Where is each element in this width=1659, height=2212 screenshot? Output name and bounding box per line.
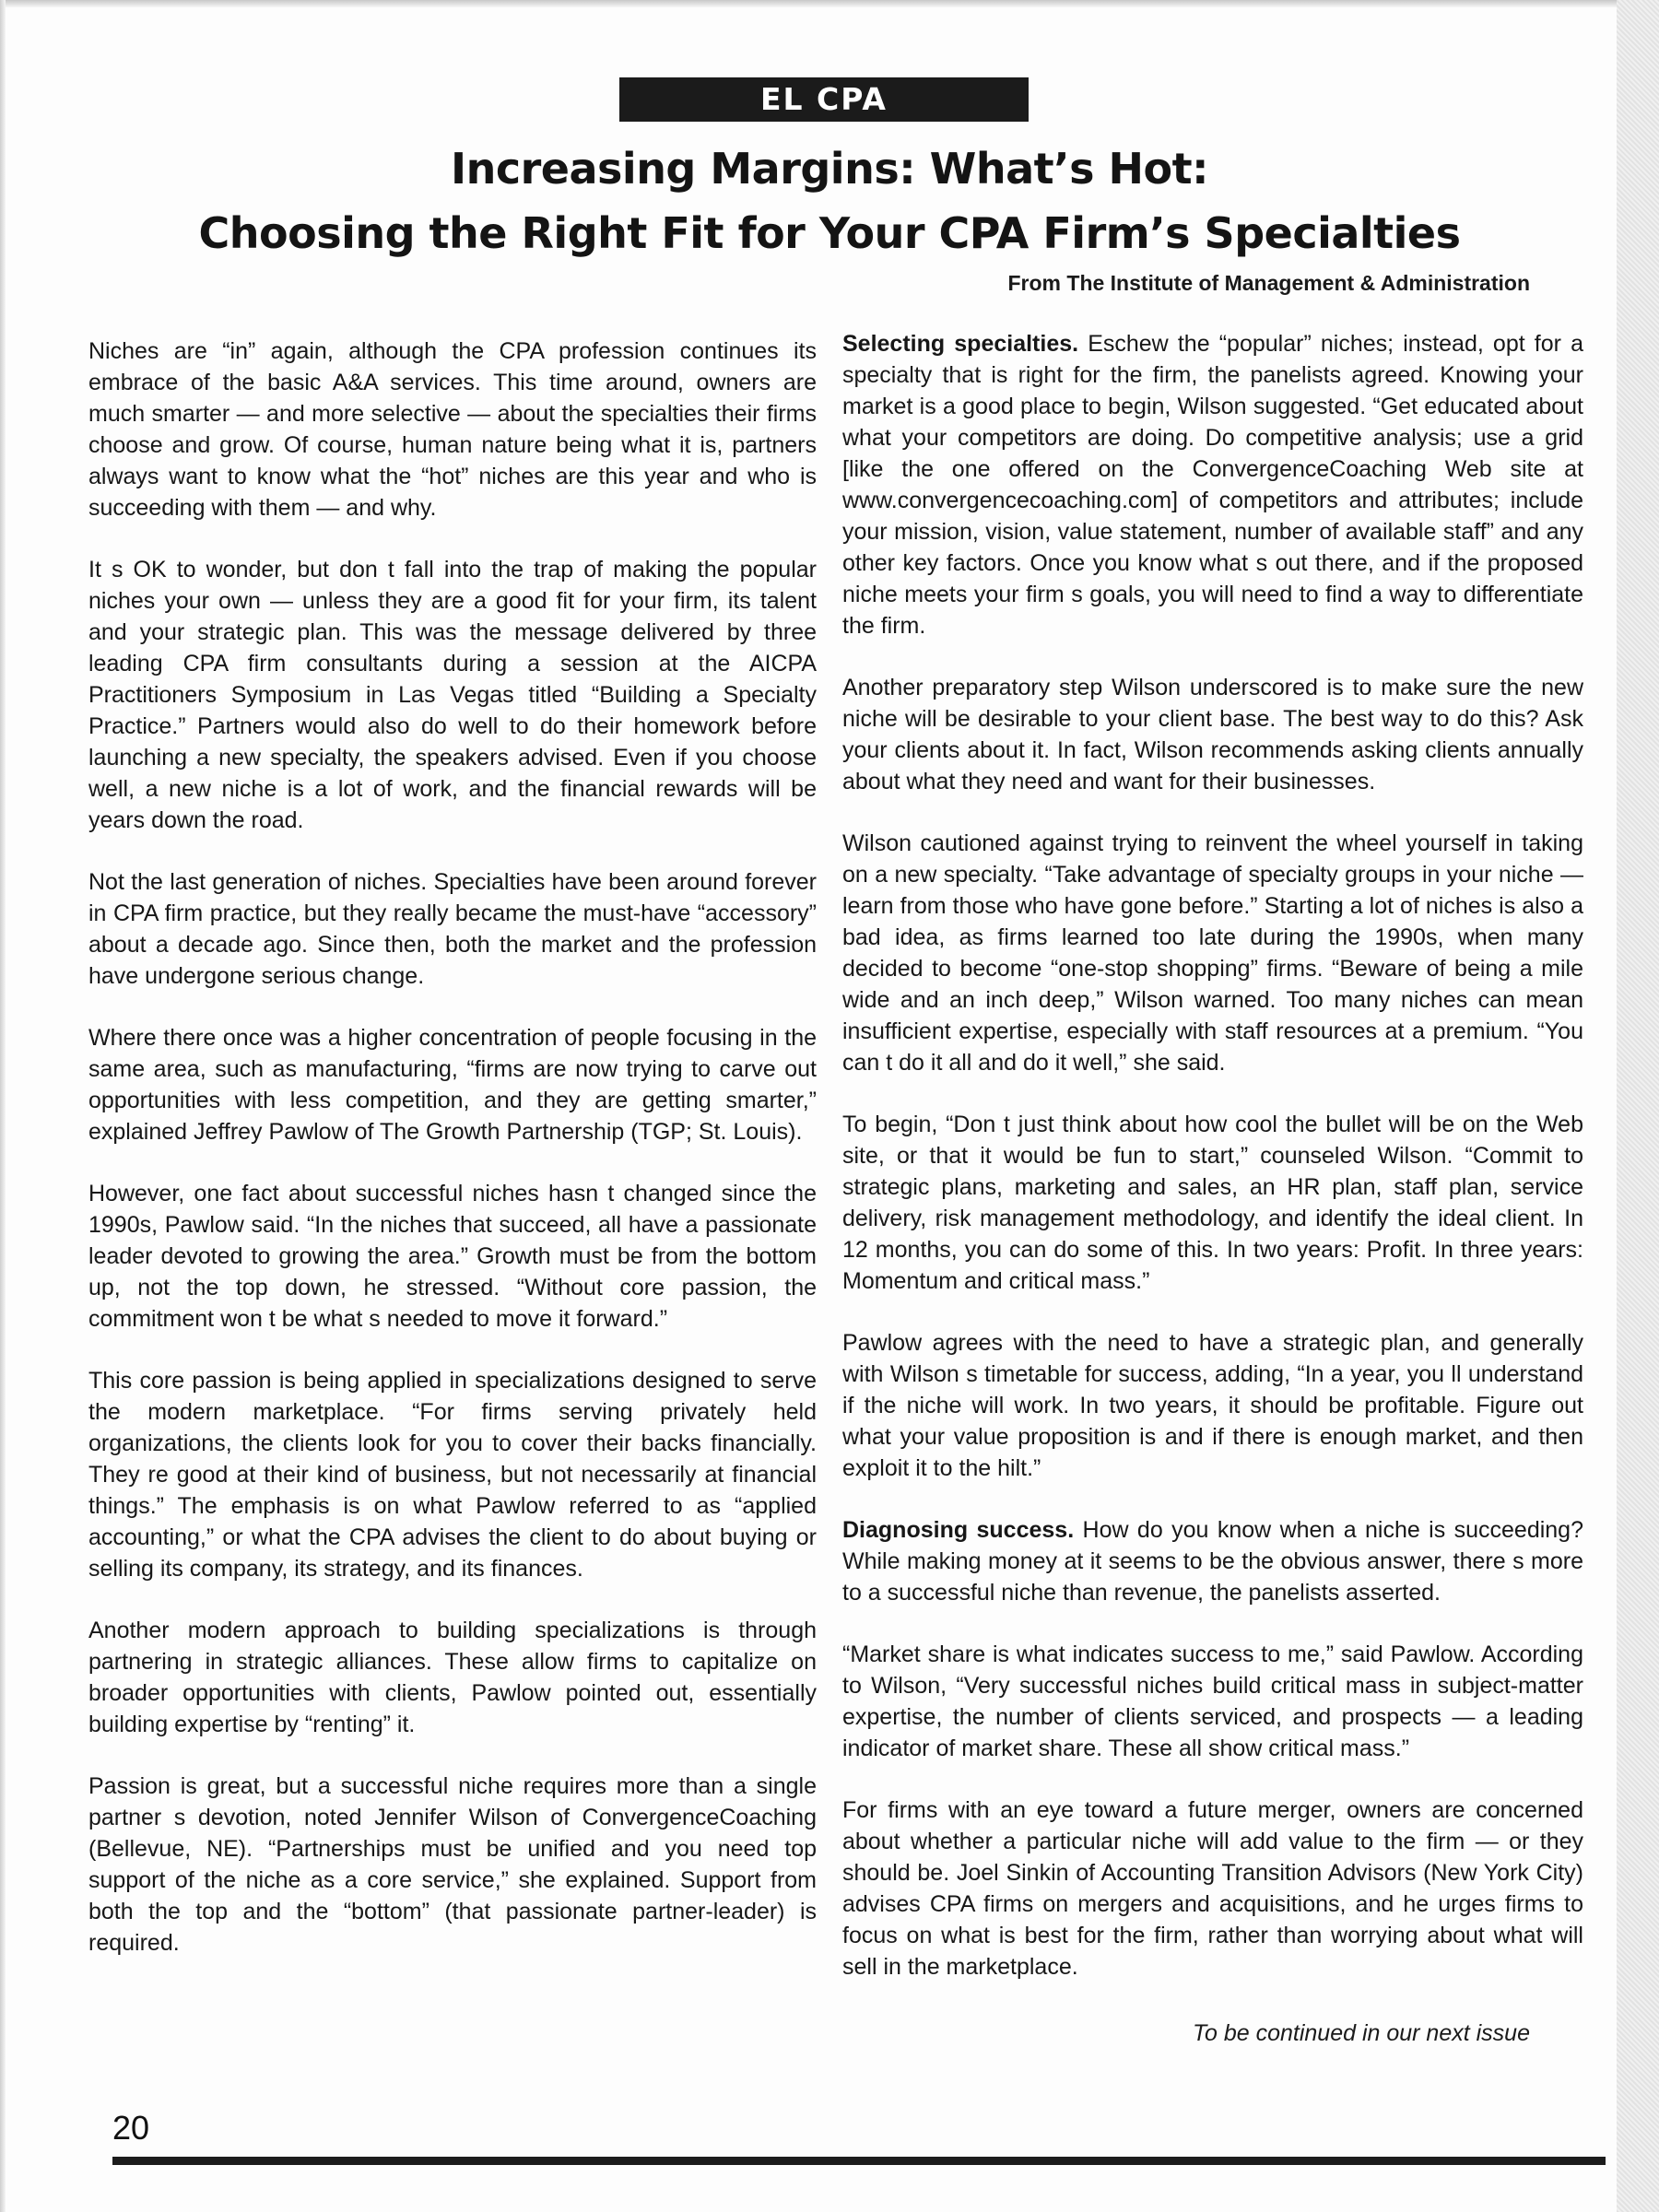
subhead-selecting-specialties: Selecting specialties. [842,331,1079,357]
paragraph: “Market share is what indicates success to me,” said Pawlow. According to Wilson, “Very successful niches build critical mass in subject-matter expertise, the number of clients serviced, and prospects — a leading indicator of market share. These all show critical mass.” [842,1641,1583,1761]
paragraph: Where there once was a higher concentration of people focusing in the same area, such as manufacturing, “firms are now trying to carve out opportunities with less competition, and they are getting smarter,” explained Jeffrey Pawlow of The Growth Partnership (TGP; St. Louis). [88,1025,817,1145]
paragraph [842,328,1583,641]
paragraph: However, one fact about successful niches hasn t changed since the 1990s, Pawlow said. “In the niches that succeed, all have a passionate leader devoted to growing the area.” Growth must be from the bottom up, not the top down, he stressed. “Without core passion, the commitment won t be what s needed to move it forward.” [88,1181,817,1332]
left-column [88,335,817,1959]
paragraph-text: Eschew the “popular” niches; instead, opt for a specialty that is right for the firm, the panelists agreed. Knowing your market is a good place to begin, Wilson suggested. “Get educated about what your competitors are doing. Do competitive analysis; use a grid [like the one offered on the ConvergenceCoaching Web site at www.convergencecoaching.com] of competitors and attributes; include your mission, vision, value statement, number of available staff” and any other key factors. Once you know what s out there, and if the proposed niche meets your firm s goals, you will need to find a way to differentiate the firm. [842,331,1583,639]
paragraph: This core passion is being applied in specializations designed to serve the modern marketplace. “For firms serving privately held organizations, the clients look for you to cover their backs financially. They re good at their kind of business, but not necessarily at financial things.” The emphasis is on what Pawlow referred to as “applied accounting,” or what the CPA advises the client to do about buying or selling its company, its strategy, and its finances. [88,1368,817,1582]
article-byline: From The Institute of Management & Administration [1007,271,1530,295]
paragraph: Another preparatory step Wilson underscored is to make sure the new niche will be desirable to your client base. The best way to do this? Ask your clients about it. In fact, Wilson recommends asking clients annually about what they need and want for their businesses. [842,675,1583,794]
paragraph: Wilson cautioned against trying to reinvent the wheel yourself in taking on a new specialty. “Take advantage of specialty groups in your niche — learn from those who have gone before.” Starting a lot of niches is also a bad idea, as firms learned too late during the 1990s, when many decided to become “one-stop shopping” firms. “Beware of being a mile wide and an inch deep,” Wilson warned. Too many niches can mean insufficient expertise, especially with staff resources at a premium. “You can t do it all and do it well,” she said. [842,830,1583,1076]
page-number: 20 [112,2109,150,2147]
paragraph [842,1514,1583,1608]
paragraph: For firms with an eye toward a future merger, owners are concerned about whether a particular niche will add value to the firm — or they should be. Joel Sinkin of Accounting Transition Advisors (New York City) advises CPA firms on mergers and acquisitions, and he urges firms to focus on what is best for the firm, rather than worrying about what will sell in the marketplace. [842,1797,1583,1980]
paragraph: Another modern approach to building specializations is through partnering in strategic alliances. These allow firms to capitalize on broader opportunities with clients, Pawlow pointed out, essentially building expertise by “renting” it. [88,1618,817,1737]
paragraph: Niches are “in” again, although the CPA profession continues its embrace of the basic A&A services. This time around, owners are much smarter — and more selective — about the specialties their firms choose and grow. Of course, human nature being what it is, partners always want to know what the “hot” niches are this year and who is succeeding with them — and why. [88,338,817,521]
scan-shadow-top [0,0,1659,7]
scan-shadow-right [1617,0,1659,2212]
continued-note: To be continued in our next issue [1193,2020,1530,2046]
footer-rule [112,2157,1606,2165]
paragraph-text: How do you know when a niche is succeeding? While making money at it seems to be the obvious answer, there s more to a successful niche than revenue, the panelists asserted. [842,1517,1583,1606]
paragraph: To begin, “Don t just think about how cool the bullet will be on the Web site, or that it would be fun to start,” counseled Wilson. “Commit to strategic plans, marketing and sales, an HR plan, staff plan, service delivery, risk management methodology, and identify the ideal client. In 12 months, you can do some of this. In two years: Profit. In three years: Momentum and critical mass.” [842,1112,1583,1294]
paragraph: Pawlow agrees with the need to have a strategic plan, and generally with Wilson s timetable for success, adding, “In a year, you ll understand if the niche will work. In two years, it should be profitable. Figure out what your value proposition is and if there is enough market, and then exploit it to the hilt.” [842,1330,1583,1481]
article-title [184,136,1475,265]
right-column [842,328,1583,1983]
scan-shadow-left [0,0,6,2212]
paragraph: Passion is great, but a successful niche requires more than a single partner s devotion, noted Jennifer Wilson of ConvergenceCoaching (Bellevue, NE). “Partnerships must be unified and you need top support of the niche as a core service,” she explained. Support from both the top and the “bottom” (that passionate partner-leader) is required. [88,1773,817,1956]
subhead-diagnosing-success: Diagnosing success. [842,1517,1075,1543]
paragraph: Not the last generation of niches. Specialties have been around forever in CPA firm practice, but they really became the must-have “accessory” about a decade ago. Since then, both the market and the profession have undergone serious change. [88,869,817,989]
article-title-line-1: Increasing Margins: What’s Hot: [450,144,1208,194]
paragraph: It s OK to wonder, but don t fall into the trap of making the popular niches your own — unless they are a good fit for your firm, its talent and your strategic plan. This was the message delivered by three leading CPA firm consultants during a session at the AICPA Practitioners Symposium in Las Vegas titled “Building a Specialty Practice.” Partners would also do well to do their homework before launching a new specialty, the speakers advised. Even if you choose well, a new niche is a lot of work, and the financial rewards will be years down the road. [88,557,817,833]
article-title-line-2: Choosing the Right Fit for Your CPA Firm’s Specialties [198,208,1461,258]
section-label: EL CPA [619,77,1029,122]
